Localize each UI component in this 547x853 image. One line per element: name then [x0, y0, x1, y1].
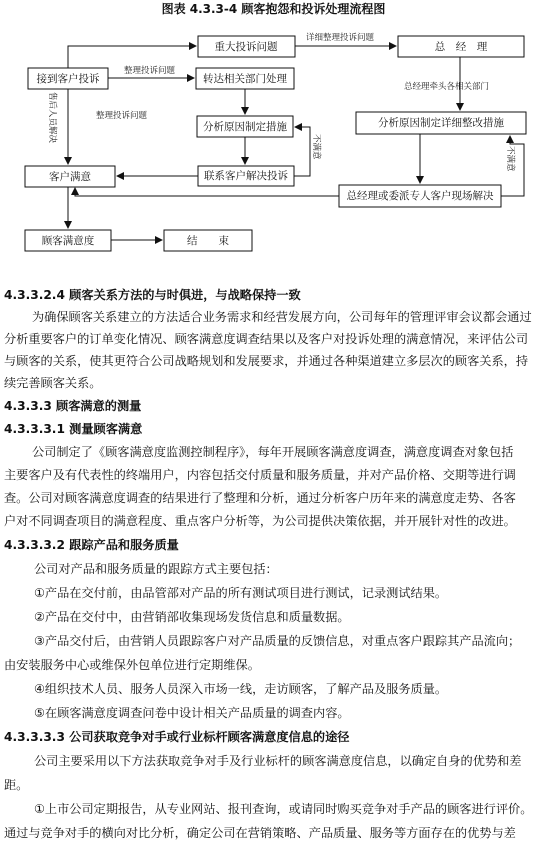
paragraph-line: 与顾客的关系，使其更符合公司战略规划和发展要求，并通过各种渠道建立多层次的顾客关系，持	[4, 354, 529, 368]
list-item: ⑤在顾客满意度调查问卷中设计相关产品质量的调查内容。	[34, 706, 350, 720]
heading-4-3-3-3-2: 4.3.3.3.2 跟踪产品和服务质量	[4, 538, 179, 552]
paragraph-line: 户对不同调查项目的满意程度、重点客户分析等，为公司提供决策依据，并开展针对性的改进。	[4, 514, 516, 528]
label-not-satisfied-1: 不满意	[311, 134, 321, 160]
paragraph-line: 通过与竞争对手的横向对比分析，确定公司在营销策略、产品质量、服务等方面存在的优势与差	[4, 826, 516, 840]
heading-4-3-3-3: 4.3.3.3 顾客满意的测量	[4, 399, 142, 413]
paragraph-line: 公司主要采用以下方法获取竞争对手及行业标杆的顾客满意度信息，以确定自身的优势和差	[34, 754, 522, 768]
arrow-onsite-to-satisfied	[75, 188, 339, 196]
label-detail-report: 详细整理投诉问题	[306, 33, 375, 43]
heading-4-3-3-2-4: 4.3.3.2.4 顾客关系方法的与时俱进，与战略保持一致	[4, 288, 301, 302]
arrow-not-satisfied-left	[294, 127, 310, 176]
label-organize-issue-2: 整理投诉问题	[96, 111, 148, 121]
list-item: ①上市公司定期报告，从专业网站、报刊查询，或请同时购买竞争对手产品的顾客进行评价。	[34, 802, 533, 816]
list-item: ④组织技术人员、服务人员深入市场一线，走访顾客，了解产品及服务质量。	[34, 682, 448, 696]
paragraph-line: 距。	[4, 778, 29, 792]
box-receive-complaint-text: 接到客户投诉	[36, 73, 100, 85]
box-satisfaction-level-text: 顾客满意度	[41, 235, 95, 247]
paragraph-line: 查。公司对顾客满意度调查的结果进行了整理和分析，通过分析客户历年来的满意度走势、各客	[4, 491, 516, 505]
paragraph-line: 分析重要客户的订单变化情况、顾客满意度调查结果以及客户对投诉处理的满意情况，来评估公司	[4, 332, 529, 346]
label-organize-issue-1: 整理投诉问题	[124, 66, 176, 76]
label-after-sales: 售后人员解决	[47, 92, 57, 144]
box-contact-customer-text: 联系客户解决投诉	[204, 170, 288, 182]
box-analyze-rectification-text: 分析原因制定详细整改措施	[378, 117, 504, 129]
figure-title: 图表 4.3.3-4 顾客抱怨和投诉处理流程图	[161, 2, 386, 16]
heading-4-3-3-3-3: 4.3.3.3.3 公司获取竞争对手或行业标杆顾客满意度信息的途径	[4, 730, 350, 744]
paragraph-line: 公司制定了《顾客满意度监测控制程序》，每年开展顾客满意度调查，满意度调查对象包括	[32, 445, 514, 459]
paragraph-line: 公司对产品和服务质量的跟踪方式主要包括：	[34, 562, 278, 576]
box-analyze-measures-text: 分析原因制定措施	[203, 121, 287, 133]
label-gm-lead: 总经理牵头各相关部门	[404, 82, 490, 92]
label-not-satisfied-2: 不满意	[505, 146, 515, 172]
box-major-complaint-text: 重大投诉问题	[214, 41, 278, 53]
box-end-text: 结 束	[187, 235, 229, 247]
box-forward-departments-text: 转达相关部门处理	[203, 73, 287, 85]
list-item: ②产品在交付中，由营销部收集现场发货信息和质量数据。	[34, 610, 350, 624]
list-item: ③产品交付后，由营销人员跟踪客户对产品质量的反馈信息，对重点客户跟踪其产品流向；	[34, 634, 521, 648]
paragraph-line: 续完善顾客关系。	[4, 376, 102, 390]
heading-4-3-3-3-1: 4.3.3.3.1 测量顾客满意	[4, 422, 143, 436]
box-general-manager-text: 总 经 理	[434, 41, 488, 53]
paragraph-line: 为确保顾客关系建立的方法适合业务需求和经营发展方向，公司每年的管理评审会议都会通过	[32, 310, 532, 324]
complaint-flowchart	[0, 0, 547, 262]
arrow-receive-to-major	[68, 46, 196, 68]
box-customer-satisfied-text: 客户满意	[49, 171, 91, 183]
paragraph-line: 由安装服务中心或维保外包单位进行定期维保。	[4, 658, 260, 672]
paragraph-line: 主要客户及有代表性的终端用户，内容包括交付质量和服务质量，并对产品价格、交期等进行调	[4, 468, 516, 482]
box-gm-onsite-text: 总经理或委派专人客户现场解决	[346, 190, 494, 202]
list-item: ①产品在交付前，由品管部对产品的所有测试项目进行测试，记录测试结果。	[34, 586, 448, 600]
